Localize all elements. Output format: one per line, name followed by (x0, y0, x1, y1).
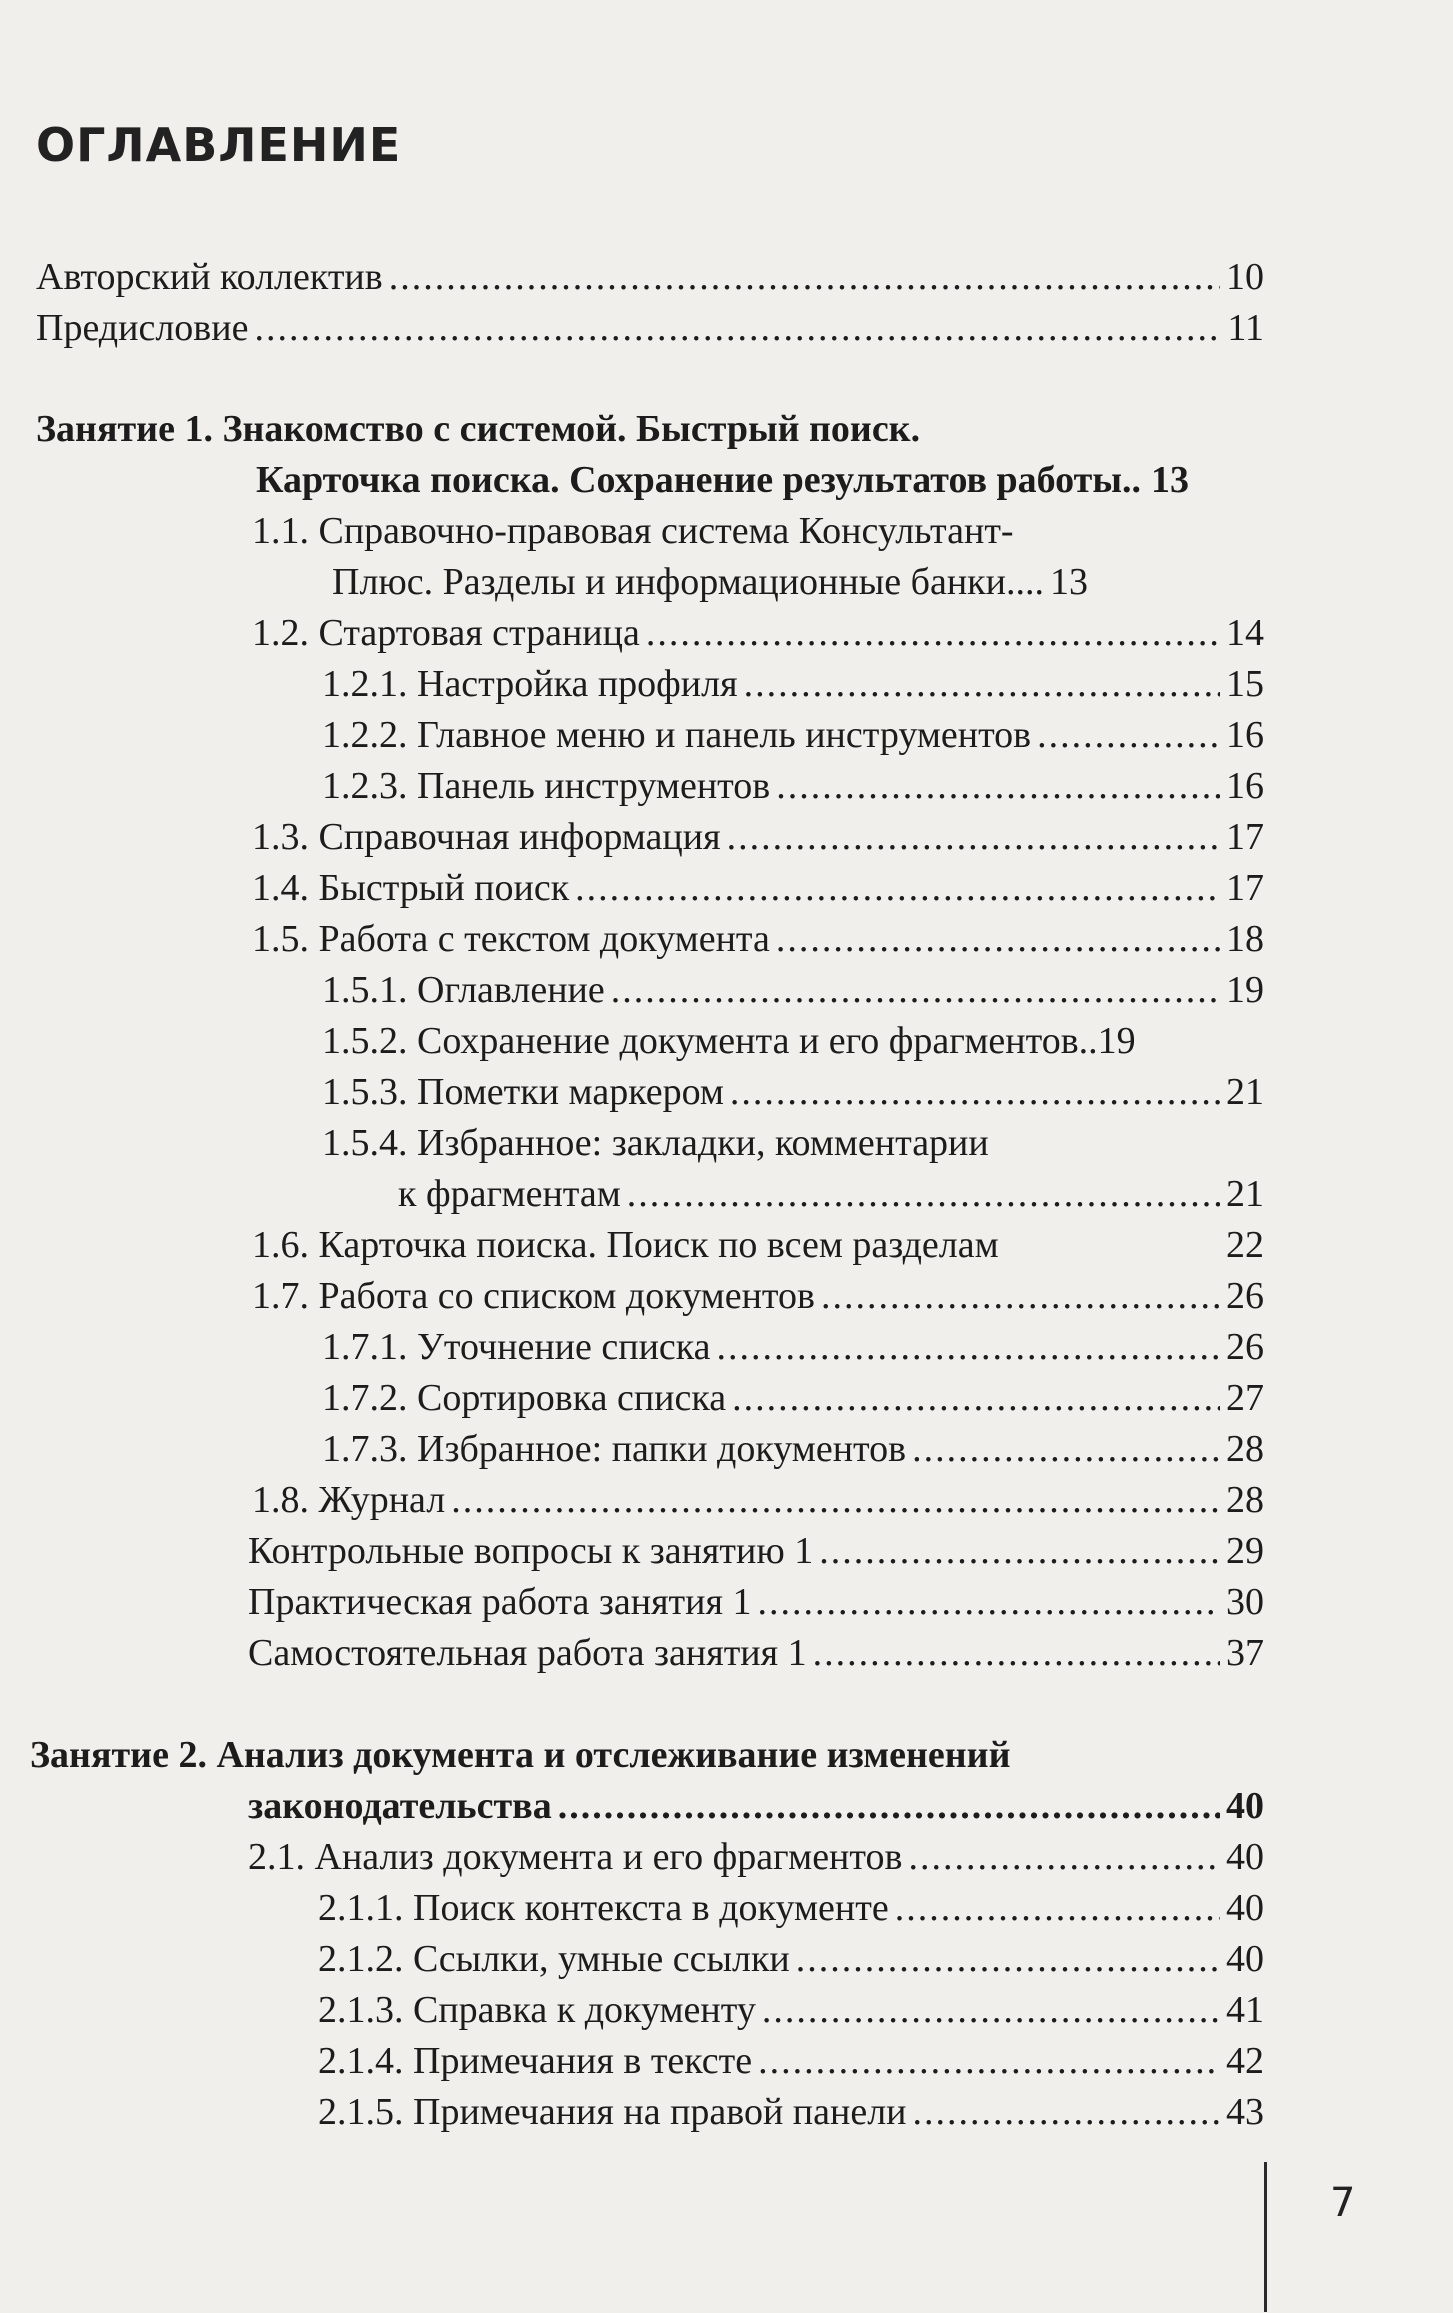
toc-entry (318, 1985, 1264, 2035)
toc-leader-dots (913, 2087, 1221, 2137)
toc-leader-dots (908, 1832, 1220, 1882)
toc-entry-page: 40 (1226, 1887, 1264, 1929)
toc-entry (36, 252, 1264, 302)
toc-leader-dots (912, 1424, 1220, 1474)
toc-entry-title: 1.2.3. Панель инструментов (322, 765, 771, 807)
toc-entry-title: 1.2.2. Главное меню и панель инструментов (322, 714, 1032, 756)
toc-leader-dots (727, 812, 1220, 862)
toc-entry (36, 303, 1264, 353)
toc-lesson-heading (248, 1781, 1264, 1831)
toc-leader-dots (575, 863, 1220, 913)
toc-leader-dots (819, 1526, 1220, 1576)
toc-entry (332, 557, 1264, 607)
toc-entry-page: 26 (1226, 1275, 1264, 1317)
toc-entry-title: 1.5.1. Оглавление (322, 969, 605, 1011)
toc-entry-page: 19 (1097, 1020, 1136, 1062)
toc-lesson-heading (30, 1730, 1264, 1780)
toc-entry-title: законодательства (248, 1785, 552, 1827)
toc-entry-page: 18 (1226, 918, 1264, 960)
toc-leader-dots (254, 303, 1221, 353)
toc-leader-dots (813, 1628, 1220, 1678)
toc-entry-title: к фрагментам (398, 1173, 621, 1215)
toc-entry (248, 1832, 1264, 1882)
toc-entry-page: 19 (1226, 969, 1264, 1011)
toc-entry-title: Контрольные вопросы к занятию 1 (248, 1530, 814, 1572)
toc-leader-dots (451, 1475, 1220, 1525)
toc-entry-title: 2.1.3. Справка к документу (318, 1989, 756, 2031)
page-number: 7 (1330, 2180, 1356, 2226)
toc-entry-title: 1.2.1. Настройка профиля (322, 663, 738, 705)
toc-entry-page: 40 (1226, 1836, 1264, 1878)
toc-leader-dots (646, 608, 1220, 658)
toc-entry-page: 14 (1226, 612, 1264, 654)
toc-entry (252, 608, 1264, 658)
toc-entry-page: 29 (1226, 1530, 1264, 1572)
toc-entry-title: 1.8. Журнал (252, 1479, 446, 1521)
toc-entry-title: 2.1. Анализ документа и его фрагментов (248, 1836, 903, 1878)
toc-entry (318, 1934, 1264, 1984)
toc-leader-dots (776, 914, 1220, 964)
toc-leader-dots (757, 1577, 1220, 1627)
toc-entry (322, 761, 1264, 811)
toc-entry-title: 1.1. Справочно-правовая система Консультант- (252, 510, 1014, 552)
toc-entry-page: 10 (1226, 256, 1264, 298)
toc-entry-title: Авторский коллектив (36, 256, 383, 298)
toc-entry (322, 659, 1264, 709)
toc-entry-page: 17 (1226, 816, 1264, 858)
toc-entry (318, 1883, 1264, 1933)
toc-entry-page: 27 (1226, 1377, 1264, 1419)
toc-entry-title: 1.3. Справочная информация (252, 816, 721, 858)
toc-entry-page: 37 (1226, 1632, 1264, 1674)
toc-entry-title: 1.2. Стартовая страница (252, 612, 640, 654)
toc-entry (248, 1628, 1264, 1678)
toc-entry (322, 1067, 1264, 1117)
toc-entry (322, 710, 1264, 760)
toc-leader-dots (627, 1169, 1220, 1219)
toc-leader-dots (821, 1271, 1220, 1321)
toc-entry-page: 28 (1226, 1428, 1264, 1470)
toc-entry-title: 1.5.4. Избранное: закладки, комментарии (322, 1122, 989, 1164)
toc-entry-page: 11 (1227, 307, 1264, 349)
toc-entry-title: 2.1.5. Примечания на правой панели (318, 2091, 907, 2133)
toc-leader-dots (611, 965, 1220, 1015)
toc-entry (252, 914, 1264, 964)
toc-entry (318, 2087, 1264, 2137)
toc-entry-page: 21 (1226, 1071, 1264, 1113)
toc-entry-title: 2.1.4. Примечания в тексте (318, 2040, 753, 2082)
toc-leader-dots (895, 1883, 1220, 1933)
toc-entry-title: 1.5. Работа с текстом документа (252, 918, 770, 960)
toc-entry-page: 13 (1049, 561, 1088, 603)
toc-entry-page: 16 (1226, 765, 1264, 807)
toc-leader-dots (730, 1067, 1220, 1117)
toc-entry (322, 1424, 1264, 1474)
toc-leader-dots (776, 761, 1220, 811)
toc-entry-page: 30 (1226, 1581, 1264, 1623)
toc-entry (322, 1016, 1264, 1066)
page-number-rule (1264, 2162, 1267, 2312)
toc-leader-dots (758, 2036, 1220, 2086)
toc-entry-title: 1.7.3. Избранное: папки документов (322, 1428, 907, 1470)
toc-entry-page: 16 (1226, 714, 1264, 756)
toc-entry-page: 28 (1226, 1479, 1264, 1521)
toc-entry-title: Практическая работа занятия 1 (248, 1581, 752, 1623)
page-title: ОГЛАВЛЕНИЕ (36, 118, 402, 172)
toc-entry-page: 15 (1226, 663, 1264, 705)
toc-entry-page: 21 (1226, 1173, 1264, 1215)
toc-entry-title: Занятие 1. Знакомство с системой. Быстрый поиск. (36, 408, 921, 450)
toc-entry (248, 1526, 1264, 1576)
toc-entry-page: 22 (1226, 1224, 1264, 1266)
toc-leader-dots (744, 659, 1220, 709)
toc-entry-title: Занятие 2. Анализ документа и отслеживание изменений (30, 1734, 1011, 1776)
toc-entry-page: 41 (1226, 1989, 1264, 2031)
toc-entry-title: Карточка поиска. Сохранение результатов работы.. (256, 459, 1141, 501)
toc-leader-dots (389, 252, 1220, 302)
toc-entry-title: 1.4. Быстрый поиск (252, 867, 570, 909)
toc-leader-dots (558, 1781, 1220, 1831)
toc-entry (252, 506, 1264, 556)
toc-entry-title: 1.5.3. Пометки маркером (322, 1071, 724, 1113)
toc-entry (322, 965, 1264, 1015)
toc-entry (322, 1373, 1264, 1423)
toc-entry-title: Плюс. Разделы и информационные банки.... (332, 561, 1044, 603)
toc-lesson-heading (256, 455, 1264, 505)
toc-leader-dots (796, 1934, 1220, 1984)
toc-entry (252, 1271, 1264, 1321)
toc-entry-page: 43 (1226, 2091, 1264, 2133)
toc-entry-title: 1.7. Работа со списком документов (252, 1275, 815, 1317)
toc-entry-page: 42 (1226, 2040, 1264, 2082)
toc-entry-page: 40 (1226, 1785, 1264, 1827)
toc-entry-title: 2.1.1. Поиск контекста в документе (318, 1887, 889, 1929)
toc-entry (322, 1322, 1264, 1372)
toc-entry-page: 40 (1226, 1938, 1264, 1980)
toc-leader-dots (1037, 710, 1220, 760)
toc-entry (322, 1118, 1264, 1168)
toc-entry-title: 1.7.1. Уточнение списка (322, 1326, 711, 1368)
toc-entry-title: Самостоятельная работа занятия 1 (248, 1632, 807, 1674)
toc-entry (318, 2036, 1264, 2086)
toc-entry-title: 1.6. Карточка поиска. Поиск по всем разделам (252, 1224, 999, 1266)
toc-entry (252, 1220, 1264, 1270)
toc-entry-page: 17 (1226, 867, 1264, 909)
toc-entry-page: 26 (1226, 1326, 1264, 1368)
toc-entry (248, 1577, 1264, 1627)
toc-entry (398, 1169, 1264, 1219)
toc-entry-title: 1.5.2. Сохранение документа и его фрагментов.. (322, 1020, 1098, 1062)
toc-entry-title: Предисловие (36, 307, 249, 349)
toc-entry (252, 812, 1264, 862)
toc-entry (252, 863, 1264, 913)
toc-leader-dots (717, 1322, 1220, 1372)
toc-lesson-heading (36, 404, 1264, 454)
toc-entry-page: 13 (1150, 459, 1189, 501)
toc-leader-dots (762, 1985, 1220, 2035)
toc-entry-title: 1.7.2. Сортировка списка (322, 1377, 727, 1419)
toc-entry-title: 2.1.2. Ссылки, умные ссылки (318, 1938, 790, 1980)
toc-entry (252, 1475, 1264, 1525)
toc-leader-dots (732, 1373, 1220, 1423)
